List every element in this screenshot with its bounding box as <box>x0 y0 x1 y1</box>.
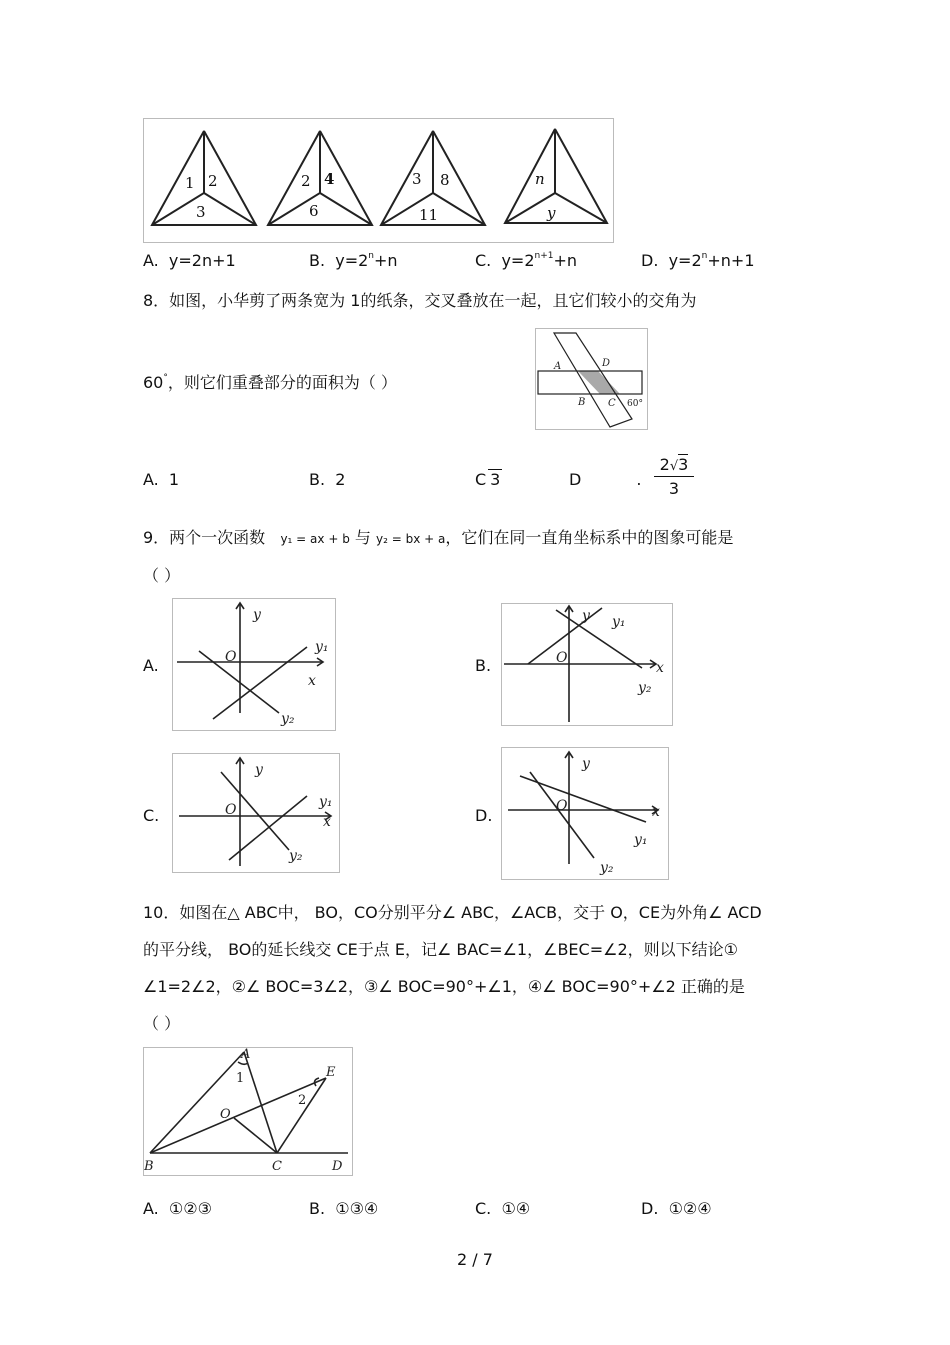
radical-sign: √ <box>669 459 679 474</box>
q8-option-b[interactable] <box>309 470 345 489</box>
q9-option-a-letter[interactable]: A. <box>143 656 159 675</box>
y1-label: y₁ <box>319 794 333 810</box>
y2-label: y₂ <box>638 680 652 696</box>
option-text: y=2 <box>668 251 702 270</box>
angle-2-label: 2 <box>298 1093 307 1108</box>
option-dot: . <box>636 470 642 489</box>
option-text: y=2 <box>335 251 369 270</box>
label-c: C <box>272 1159 282 1174</box>
origin-label: O <box>225 802 237 818</box>
q9-stem-pre: 9．两个一次函数 <box>143 528 266 547</box>
option-text: ①②③ <box>168 1199 212 1218</box>
q8-option-a[interactable] <box>143 470 179 489</box>
q8-degree-value: 60 <box>143 373 164 392</box>
option-text: +n+1 <box>707 251 755 270</box>
y-axis-label: y <box>253 607 261 623</box>
option-text: y=2n+1 <box>168 251 236 270</box>
option-text: ①③④ <box>335 1199 379 1218</box>
option-sup: n <box>368 251 375 261</box>
graph-b-svg <box>502 604 672 725</box>
paper-strips-figure <box>535 328 648 430</box>
option-letter: A. <box>143 1199 159 1218</box>
q7-option-d[interactable] <box>641 251 755 270</box>
q9-function-y2: y₂ = bx + a <box>376 532 446 546</box>
q10-option-d[interactable] <box>641 1199 712 1218</box>
q8-option-d[interactable] <box>569 470 641 489</box>
label-60deg: 60° <box>627 399 643 409</box>
origin-label: O <box>225 649 237 665</box>
y1-label: y₁ <box>634 832 648 848</box>
option-text: +n <box>553 251 578 270</box>
origin-label: O <box>556 798 568 814</box>
x-axis-label: x <box>652 804 660 820</box>
x-axis-label: x <box>656 660 664 676</box>
label-a: A <box>241 1048 251 1062</box>
x-axis-label: x <box>323 814 331 830</box>
label-o: O <box>220 1107 231 1122</box>
y2-label: y₂ <box>289 848 303 864</box>
option-sup: n <box>701 251 708 261</box>
q8-stem-rest: ，则它们重叠部分的面积为（ ） <box>167 373 397 392</box>
tri2-right: 4 <box>324 170 335 188</box>
q9-answer-paren: （ ） <box>143 566 181 585</box>
q9-stem-line1 <box>143 525 733 548</box>
q9-graph-d[interactable] <box>501 747 669 880</box>
option-text: y=2 <box>501 251 535 270</box>
q8-option-c[interactable] <box>475 470 502 489</box>
tri4-bottom: y <box>547 204 556 222</box>
option-text: ①④ <box>501 1199 531 1218</box>
option-text: +n <box>374 251 398 270</box>
tri1-right: 2 <box>208 172 218 190</box>
label-d: D <box>602 358 611 369</box>
option-letter: B. <box>309 470 326 489</box>
q10-stem-line3: ∠1=2∠2，②∠ BOC=3∠2，③∠ BOC=90°+∠1，④∠ BOC=90°+∠2 正确的是 <box>143 977 745 996</box>
y2-label: y₂ <box>281 711 295 727</box>
tri3-right: 8 <box>440 171 450 189</box>
sqrt-three <box>488 469 502 489</box>
y2-label: y₂ <box>600 860 614 876</box>
tri3-left: 3 <box>412 170 422 188</box>
q8-option-d-fraction <box>654 455 694 498</box>
q10-answer-paren: （ ） <box>143 1014 181 1033</box>
q9-option-d-letter[interactable]: D. <box>475 806 493 825</box>
label-e: E <box>326 1065 336 1080</box>
y-axis-label: y <box>582 756 590 772</box>
option-letter: C <box>475 470 487 489</box>
label-b: B <box>578 397 586 408</box>
x-axis-label: x <box>308 673 316 689</box>
q9-stem-mid: 与 <box>354 528 371 547</box>
y-axis-label: y <box>255 762 263 778</box>
option-letter: D. <box>641 251 659 270</box>
tri2-left: 2 <box>301 172 311 190</box>
q9-option-b-letter[interactable]: B. <box>475 656 492 675</box>
option-text: 2 <box>335 470 346 489</box>
q7-option-b[interactable] <box>309 251 398 270</box>
origin-label: O <box>556 650 568 666</box>
y1-label: y₁ <box>315 639 329 655</box>
q8-stem-line1: 8．如图，小华剪了两条宽为 1的纸条，交叉叠放在一起，且它们较小的交角为 <box>143 291 697 310</box>
option-letter: C. <box>475 1199 492 1218</box>
fraction-denominator: 3 <box>668 479 680 498</box>
triangle-abc-figure <box>143 1047 353 1176</box>
option-letter: B. <box>309 1199 326 1218</box>
q9-graph-a[interactable] <box>172 598 336 731</box>
q10-stem-line1: 10．如图在△ ABC中， BO，CO分别平分∠ ABC，∠ACB，交于 O，CE为外角∠ ACD <box>143 903 762 922</box>
q9-graph-b[interactable] <box>501 603 673 726</box>
triangle-abc-svg <box>144 1048 352 1175</box>
option-letter: A. <box>143 251 159 270</box>
fraction-numerator <box>654 455 694 477</box>
option-text: 1 <box>168 470 180 489</box>
triangle-pattern-svg <box>144 119 613 242</box>
label-d: D <box>332 1159 343 1174</box>
graph-d-svg <box>502 748 668 879</box>
q10-option-c[interactable] <box>475 1199 530 1218</box>
tri1-left: 1 <box>185 174 195 192</box>
graph-c-svg <box>173 754 339 872</box>
graph-a-svg <box>173 599 335 730</box>
q7-option-c[interactable] <box>475 251 577 270</box>
q9-option-c-letter[interactable]: C. <box>143 806 160 825</box>
radicand: 3 <box>678 455 689 474</box>
q8-stem-line2: 60°，则它们重叠部分的面积为（ ） <box>143 373 397 392</box>
option-letter: A. <box>143 470 159 489</box>
option-letter: B. <box>309 251 326 270</box>
tri1-bottom: 3 <box>196 203 206 221</box>
y1-label: y₁ <box>612 614 626 630</box>
option-text: 3 <box>490 470 501 489</box>
q9-stem-post: ，它们在同一直角坐标系中的图象可能是 <box>445 528 734 547</box>
q10-option-b[interactable] <box>309 1199 378 1218</box>
option-letter: C. <box>475 251 492 270</box>
option-sup: n+1 <box>534 251 554 261</box>
option-letter: D <box>569 470 582 489</box>
q10-stem-line2: 的平分线， BO的延长线交 CE于点 E，记∠ BAC=∠1，∠BEC=∠2，则以下结论① <box>143 940 738 959</box>
q7-option-a[interactable] <box>143 251 236 270</box>
option-text: ①②④ <box>668 1199 712 1218</box>
numerator-coef: 2 <box>659 455 670 474</box>
label-c: C <box>608 398 616 409</box>
tri3-bottom: 11 <box>419 206 439 224</box>
q10-option-a[interactable] <box>143 1199 212 1218</box>
option-letter: D. <box>641 1199 659 1218</box>
tri2-bottom: 6 <box>309 202 319 220</box>
page-number: 2 / 7 <box>457 1250 493 1269</box>
triangle-pattern-figure <box>143 118 614 243</box>
paper-strips-svg <box>536 329 647 429</box>
y-axis-label: y <box>582 608 590 624</box>
q9-function-y1: y₁ = ax + b <box>280 532 350 546</box>
tri4-left: n <box>535 170 545 188</box>
angle-1-label: 1 <box>236 1071 245 1086</box>
q9-graph-c[interactable] <box>172 753 340 873</box>
label-b: B <box>144 1159 154 1174</box>
label-a: A <box>554 361 562 372</box>
